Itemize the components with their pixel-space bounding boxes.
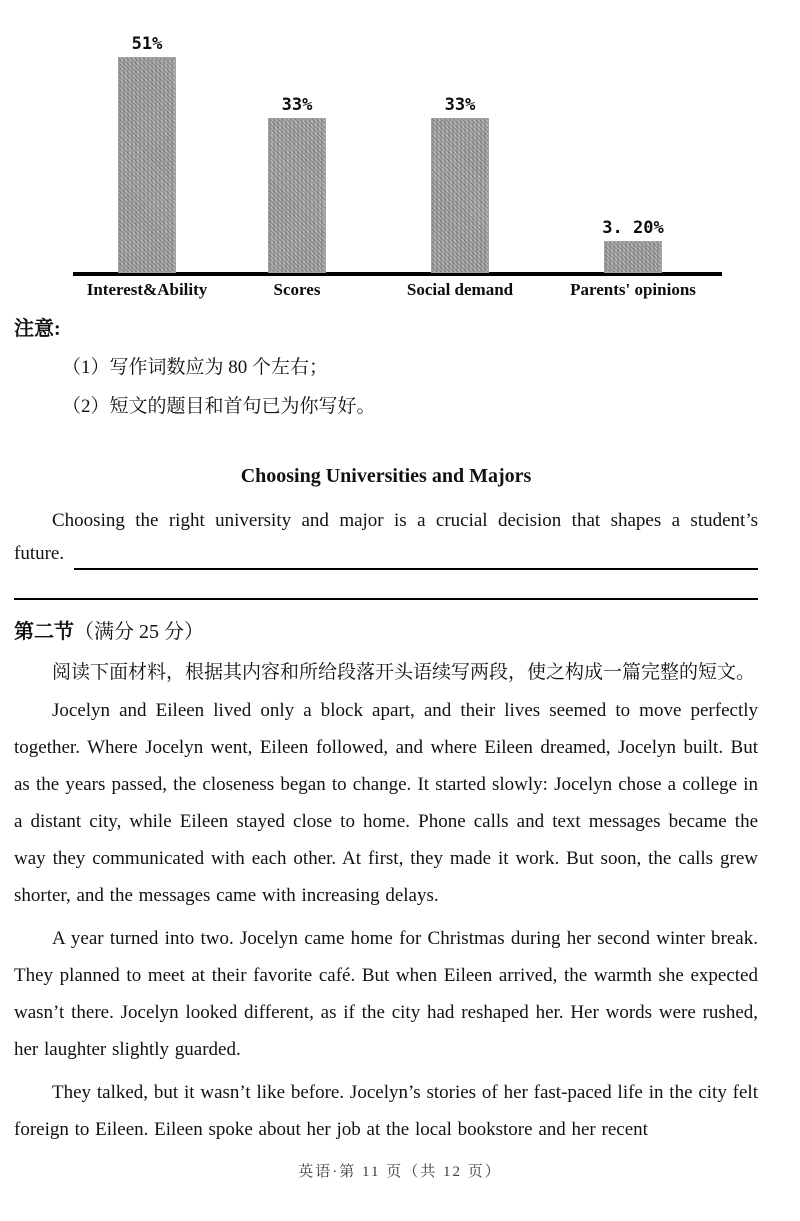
section2-heading-number: 第二节 <box>14 621 74 643</box>
notice-item-2: （2）短文的题目和首句已为你写好。 <box>62 396 376 417</box>
bar-category-label: Social demand <box>406 280 514 299</box>
answer-write-line-2 <box>14 570 758 600</box>
bar-value-label: 33% <box>444 95 476 115</box>
essay-opening-line-2 <box>14 538 758 570</box>
bar-value-label: 51% <box>131 34 163 54</box>
answer-write-line-1 <box>74 540 758 570</box>
bar-chart <box>0 0 800 304</box>
story-paragraph-1: Jocelyn and Eileen lived only a block apart, and their lives seemed to move perfectly together. Where Jocelyn went, Eileen followed, and where Eileen dreamed, Jocelyn built. But as the years passed, the closeness began to change. It started slowly: Jocelyn chose a college in a distant city, while Eileen stayed close to home. Phone calls and text messages became the way they communicated with each other. At first, they made it work. But soon, the calls grew shorter, and the messages came with increasing delays. <box>14 700 758 906</box>
bar-category-label: Interest&Ability <box>86 280 208 299</box>
notice-label: 注意: <box>14 318 61 340</box>
bar <box>432 119 488 272</box>
section2-heading <box>14 618 758 646</box>
notice-item-1: （1）写作词数应为 80 个左右； <box>62 357 329 378</box>
page-content <box>14 316 758 1148</box>
page-footer: 英语·第 11 页（共 12 页） <box>298 1164 502 1180</box>
section2-heading-score: （满分 25 分） <box>74 621 204 643</box>
bar <box>605 242 661 272</box>
essay-opening-word: future. <box>14 543 65 564</box>
bar-value-label: 33% <box>281 95 313 115</box>
bar <box>269 119 325 272</box>
essay-title: Choosing Universities and Majors <box>240 465 532 487</box>
chart-x-axis <box>73 272 722 276</box>
section2-instruction: 阅读下面材料，根据其内容和所给段落开头语续写两段，使之构成一篇完整的短文。 <box>52 662 756 683</box>
story-paragraph-2: A year turned into two. Jocelyn came home for Christmas during her second winter break. They planned to meet at their favorite café. But when Eileen arrived, the warmth she expected wasn’t there. Jocelyn looked different, as if the city had reshaped her. Her words were rushed, her laughter slightly guarded. <box>14 928 758 1060</box>
bar-category-label: Scores <box>273 280 321 299</box>
bar-category-label: Parents' opinions <box>570 280 696 299</box>
notice-section <box>14 316 758 420</box>
bar-value-label: 3. 20% <box>602 218 664 238</box>
essay-opening-line: Choosing the right university and major is a crucial decision that shapes a student’s <box>52 510 758 531</box>
bar <box>119 58 175 272</box>
story-paragraph-3: They talked, but it wasn’t like before. Jocelyn’s stories of her fast-paced life in the city felt foreign to Eileen. Eileen spoke about her job at the local bookstore and her recent <box>14 1082 758 1140</box>
